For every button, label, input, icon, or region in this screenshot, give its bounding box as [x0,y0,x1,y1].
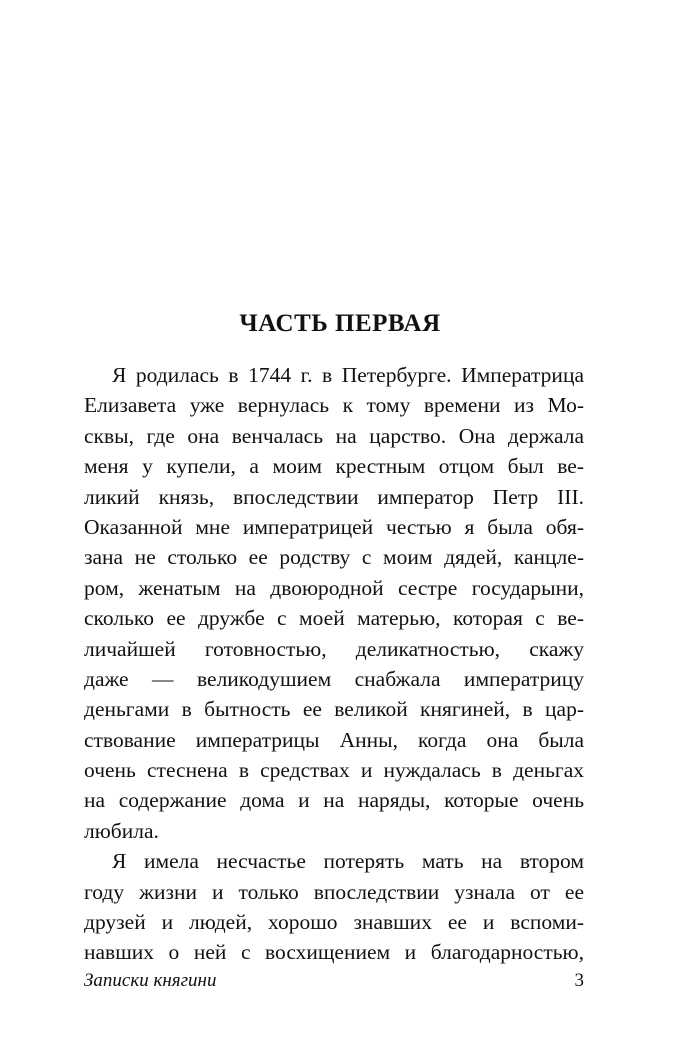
text-line: на содержание дома и на наряды, которые очень [84,788,584,813]
text-line: ствование императрицы Анны, когда она была [84,727,584,752]
text-line: меня у купели, а моим крестным отцом был ве- [84,454,584,479]
text-line: ром, женатым на двоюродной сестре государыни, [84,575,584,600]
text-line: сквы, где она венчалась на царство. Она держала [84,423,584,448]
running-footer-title: Записки княгини [84,970,217,991]
text-line: ликий князь, впоследствии император Петр III. [84,484,584,509]
text-line: друзей и людей, хорошо знавших ее и вспоми- [84,910,584,935]
text-line: зана не столько ее родству с моим дядей, канцле- [84,545,584,570]
text-line: любила. [84,818,159,843]
chapter-title: ЧАСТЬ ПЕРВАЯ [239,310,441,337]
text-line: Елизавета уже вернулась к тому времени из Мо- [84,393,584,418]
text-line: Я родилась в 1744 г. в Петербурге. Императрица [112,363,584,387]
text-line: навших о ней с восхищением и благодарностью, [84,940,584,965]
text-line: деньгами в бытность ее великой княгиней, в цар- [84,697,584,722]
page-number: 3 [574,970,584,991]
text-line: даже — великодушием снабжала императрицу [84,666,584,691]
text-line: году жизни и только впоследствии узнала от ее [84,879,584,904]
text-line: сколько ее дружбе с моей матерью, которая с ве- [84,606,584,631]
text-line: личайшей готовностью, деликатностью, скажу [84,636,584,661]
text-line: Оказанной мне императрицей честью я была обя- [84,514,584,539]
text-line: Я имела несчастье потерять мать на втором [112,849,584,874]
text-line: очень стеснена в средствах и нуждалась в деньгах [84,758,584,783]
body-text [84,360,584,968]
